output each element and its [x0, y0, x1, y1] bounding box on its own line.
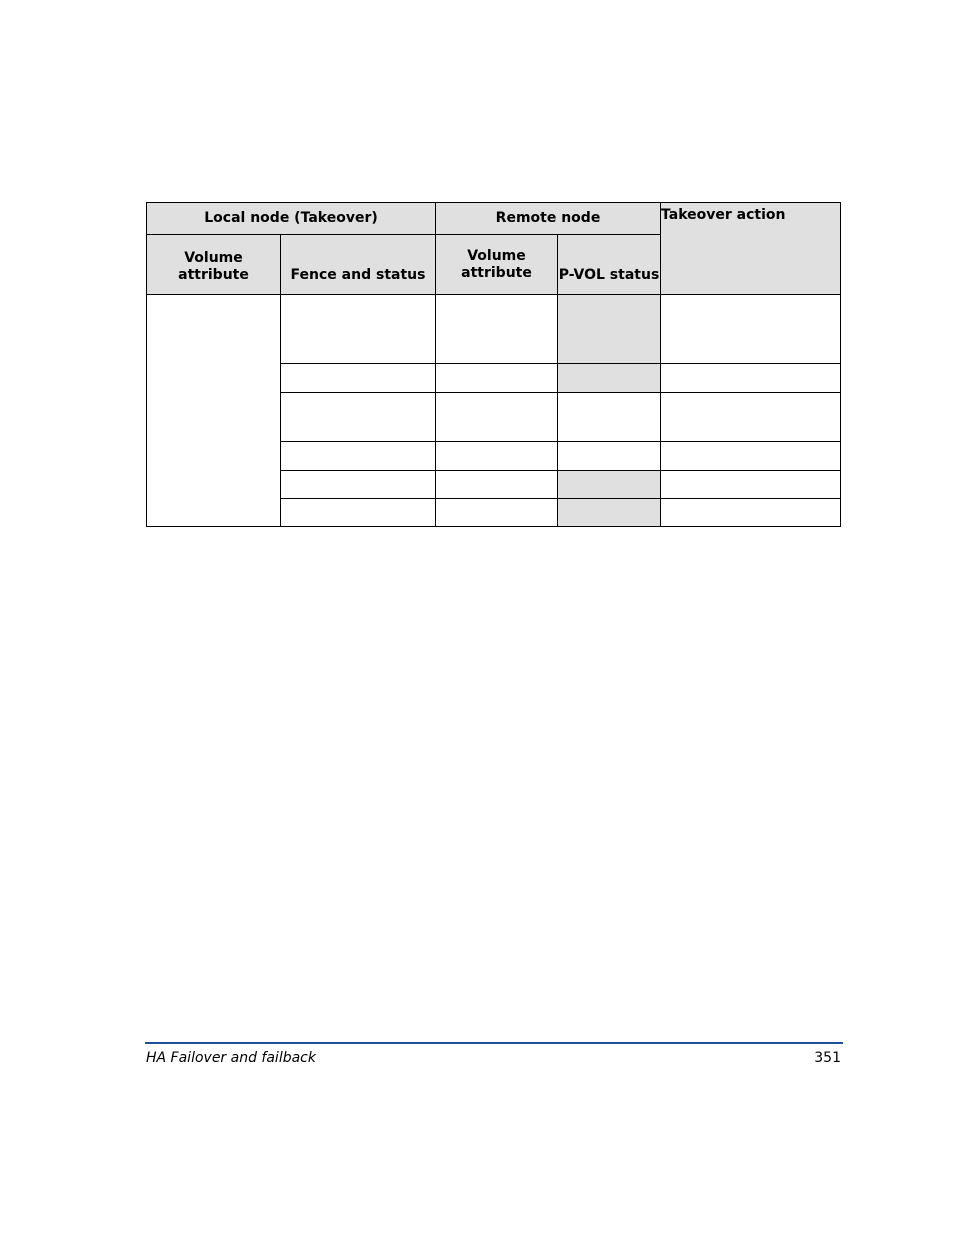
header-remote-volume-attribute: Volume attribute	[436, 235, 558, 295]
table-cell	[281, 499, 436, 527]
table-cell-shaded	[558, 295, 661, 364]
table-cell	[661, 393, 841, 442]
header-fence-status: Fence and status	[281, 235, 436, 295]
table-cell-shaded	[558, 499, 661, 527]
table-cell	[436, 295, 558, 364]
footer-section-title: HA Failover and failback	[146, 1050, 316, 1066]
table-cell	[281, 393, 436, 442]
table-cell	[436, 393, 558, 442]
header-remote-node: Remote node	[436, 203, 661, 235]
header-takeover-action: Takeover action	[661, 203, 841, 295]
header-local-node: Local node (Takeover)	[147, 203, 436, 235]
footer-rule	[145, 1042, 843, 1044]
table-cell	[661, 499, 841, 527]
table-cell	[281, 295, 436, 364]
footer-page-number: 351	[814, 1050, 841, 1066]
table-cell	[436, 364, 558, 393]
table-cell	[661, 442, 841, 471]
table-cell	[661, 471, 841, 499]
table-cell	[436, 499, 558, 527]
table-cell	[281, 471, 436, 499]
header-volume-attribute: Volume attribute	[147, 235, 281, 295]
table-cell	[281, 442, 436, 471]
table-row	[147, 295, 841, 364]
table-cell	[661, 295, 841, 364]
table-cell	[436, 442, 558, 471]
table-cell	[661, 364, 841, 393]
table-cell-shaded	[558, 471, 661, 499]
table-cell	[558, 442, 661, 471]
table-cell-shaded	[558, 364, 661, 393]
takeover-table	[146, 202, 841, 527]
table-cell	[281, 364, 436, 393]
header-pvol-status: P-VOL status	[558, 235, 661, 295]
table-cell-volume-attribute	[147, 295, 281, 527]
table-cell	[558, 393, 661, 442]
table-cell	[436, 471, 558, 499]
